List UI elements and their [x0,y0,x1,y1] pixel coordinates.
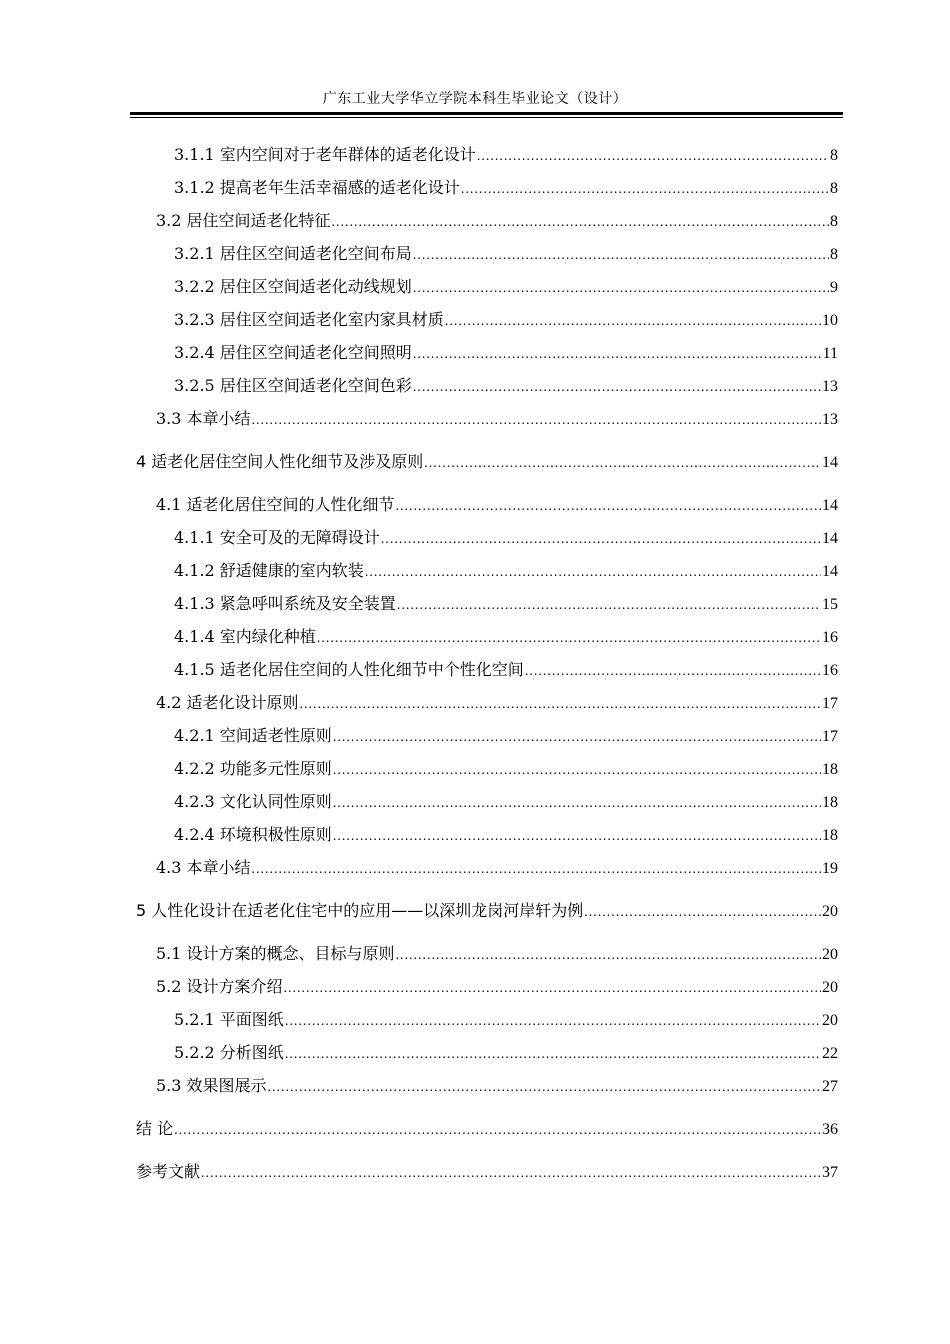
toc-entry-label: 5.2 设计方案介绍 [156,977,283,996]
toc-entry-label: 3.2.4 居住区空间适老化空间照明 [174,343,412,362]
toc-entry-page: 18 [822,761,838,778]
toc-entry[interactable] [136,554,838,587]
toc-leader-dots [332,204,829,239]
toc-entry-label: 4.1.1 安全可及的无障碍设计 [174,528,380,547]
toc-entry[interactable] [136,785,838,818]
toc-leader-dots [477,138,829,173]
toc-entry-page: 20 [822,979,838,996]
toc-entry-label: 5.2.1 平面图纸 [174,1010,284,1029]
toc-entry-page: 11 [822,345,838,362]
toc-entry[interactable] [136,1036,838,1069]
toc-entry[interactable] [136,336,838,369]
toc-entry[interactable] [136,937,838,970]
toc-entry-label: 5.2.2 分析图纸 [174,1043,284,1062]
toc-entry[interactable] [136,488,838,521]
header-rule-thick [130,112,843,115]
toc-entry-label: 3.3 本章小结 [156,409,251,428]
toc-entry-page: 18 [822,794,838,811]
toc-entry-page: 22 [822,1045,838,1062]
toc-chapter-entry[interactable] [136,1155,838,1188]
toc-entry-page: 8 [830,246,838,263]
toc-entry[interactable] [136,1003,838,1036]
toc-entry-page: 20 [822,946,838,963]
header-rule-thin [130,117,843,118]
toc-entry-label: 4.2.4 环境积极性原则 [174,825,332,844]
toc-leader-dots [333,719,821,754]
toc-entry-label: 4.2.3 文化认同性原则 [174,792,332,811]
toc-entry[interactable] [136,752,838,785]
toc-entry-page: 17 [822,695,838,712]
toc-entry-label: 5 人性化设计在适老化住宅中的应用——以深圳龙岗河岸轩为例 [136,901,584,920]
toc-leader-dots [285,1003,821,1038]
toc-entry-label: 4.1.3 紧急呼叫系统及安全装置 [174,594,396,613]
toc-leader-dots [285,1036,821,1071]
toc-entry-page: 8 [830,213,838,230]
toc-entry-label: 参考文献 [136,1162,201,1181]
toc-entry-label: 4.2.1 空间适老性原则 [174,726,332,745]
toc-entry-page: 19 [822,860,838,877]
toc-leader-dots [396,937,821,972]
toc-entry-page: 27 [822,1078,838,1095]
toc-entry-label: 3.2.1 居住区空间适老化空间布局 [174,244,412,263]
toc-entry[interactable] [136,270,838,303]
toc-leader-dots [525,653,821,688]
toc-entry-page: 17 [822,728,838,745]
toc-entry-page: 16 [822,662,838,679]
toc-entry[interactable] [136,369,838,402]
toc-entry-label: 3.2.5 居住区空间适老化空间色彩 [174,376,412,395]
toc-entry-label: 4.1.5 适老化居住空间的人性化细节中个性化空间 [174,660,524,679]
toc-chapter-entry[interactable] [136,1112,838,1145]
toc-leader-dots [317,620,821,655]
toc-entry-label: 5.3 效果图展示 [156,1076,267,1095]
toc-entry-label: 4.2 适老化设计原则 [156,693,299,712]
toc-entry[interactable] [136,237,838,270]
toc-leader-dots [300,686,821,721]
toc-entry-label: 3.2 居住空间适老化特征 [156,211,331,230]
toc-leader-dots [284,970,821,1005]
toc-entry[interactable] [136,587,838,620]
toc-entry-page: 10 [822,312,838,329]
toc-entry-page: 14 [822,454,838,471]
toc-leader-dots [201,1155,821,1190]
toc-entry[interactable] [136,1069,838,1102]
toc-entry[interactable] [136,204,838,237]
toc-entry-page: 20 [822,1012,838,1029]
toc-entry[interactable] [136,402,838,435]
toc-entry-label: 4 适老化居住空间人性化细节及涉及原则 [136,452,424,471]
toc-entry-page: 16 [822,629,838,646]
toc-entry-page: 36 [822,1121,838,1138]
toc-leader-dots [445,303,821,338]
toc-leader-dots [333,752,821,787]
toc-entry[interactable] [136,686,838,719]
toc-leader-dots [396,488,821,523]
toc-entry-label: 4.3 本章小结 [156,858,251,877]
toc-entry-label: 4.2.2 功能多元性原则 [174,759,332,778]
toc-entry-label: 3.1.1 室内空间对于老年群体的适老化设计 [174,145,476,164]
toc-entry[interactable] [136,653,838,686]
toc-entry[interactable] [136,171,838,204]
toc-entry-label: 3.1.2 提高老年生活幸福感的适老化设计 [174,178,460,197]
toc-leader-dots [584,894,821,929]
toc-chapter-entry[interactable] [136,894,838,927]
table-of-contents [136,138,838,1188]
toc-leader-dots [268,1069,821,1104]
toc-entry-label: 结 论 [136,1119,174,1138]
toc-entry[interactable] [136,818,838,851]
toc-entry-page: 20 [822,903,838,920]
toc-entry-label: 3.2.2 居住区空间适老化动线规划 [174,277,412,296]
toc-entry[interactable] [136,138,838,171]
toc-entry-page: 13 [822,378,838,395]
toc-leader-dots [397,587,821,622]
toc-entry[interactable] [136,620,838,653]
toc-entry[interactable] [136,970,838,1003]
toc-entry-label: 4.1.4 室内绿化种植 [174,627,316,646]
toc-entry-label: 3.2.3 居住区空间适老化室内家具材质 [174,310,444,329]
toc-entry[interactable] [136,851,838,884]
toc-leader-dots [333,818,821,853]
toc-entry-page: 8 [830,180,838,197]
toc-entry-page: 9 [830,279,838,296]
toc-entry[interactable] [136,303,838,336]
toc-leader-dots [461,171,829,206]
toc-entry-page: 15 [822,596,838,613]
toc-leader-dots [413,270,829,305]
toc-entry-page: 14 [822,497,838,514]
toc-leader-dots [413,369,821,404]
toc-entry-label: 4.1.2 舒适健康的室内软装 [174,561,364,580]
toc-leader-dots [252,402,821,437]
toc-entry-label: 4.1 适老化居住空间的人性化细节 [156,495,395,514]
toc-entry-page: 18 [822,827,838,844]
toc-leader-dots [333,785,821,820]
toc-leader-dots [424,445,821,480]
toc-entry-page: 14 [822,563,838,580]
toc-leader-dots [365,554,821,589]
toc-entry-page: 8 [830,147,838,164]
toc-entry-label: 5.1 设计方案的概念、目标与原则 [156,944,395,963]
toc-leader-dots [413,237,829,272]
toc-leader-dots [381,521,821,556]
toc-entry[interactable] [136,719,838,752]
toc-entry[interactable] [136,521,838,554]
toc-chapter-entry[interactable] [136,445,838,478]
toc-leader-dots [413,336,822,371]
page-header: 广东工业大学华立学院本科生毕业论文（设计） [322,91,628,107]
toc-entry-page: 37 [822,1164,838,1181]
toc-entry-page: 14 [822,530,838,547]
toc-entry-page: 13 [822,411,838,428]
toc-leader-dots [174,1112,821,1147]
toc-leader-dots [252,851,821,886]
